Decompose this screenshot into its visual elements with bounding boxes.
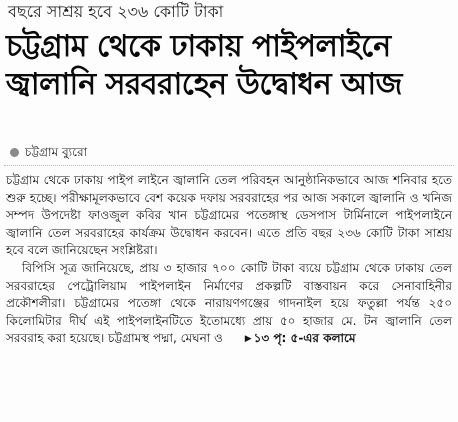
headline-line-2: জ্বালানি সরবরাহেন উদ্বোধন আজ <box>6 67 402 102</box>
article-kicker: বছরে সাশ্রয় হবে ২৩৬ কোটি টাকা <box>8 2 224 21</box>
continuation-reference: ১৩ পৃ: ৫-এর কলামে <box>253 331 356 346</box>
body-paragraph-2 <box>6 260 452 349</box>
body-paragraph-2-text: বিপিসি সূত্র জানিয়েছে, প্রায় ৩ হাজার ৭০০ কোটি টাকা ব্যয়ে চট্টগ্রাম থেকে ঢাকায় তেল সরবরাহের পেট্রোলিয়াম পাইপলাইন নির্মাণের প্রকল্পটি বাস্তবায়ন করে সেনাবাহিনীর প্রকৌশলীরা। চট্টগ্রামের পতেঙ্গা থেকে নারায়ণগঞ্জের গাদনাইল হয়ে ফতুল্লা পর্যন্ত ২৫০ কিলোমিটার দীর্ঘ এই পাইপলাইনটিতে ইতোমধ্যে প্রায় ৫০ হাজার মে. টন জ্বালানি তেল সরবরাহ করা হয়েছে। চট্টগ্রামস্থ পদ্মা, মেঘনা ও <box>6 260 452 346</box>
byline-divider <box>4 165 454 166</box>
bullet-icon <box>10 148 19 157</box>
article-headline <box>6 28 452 104</box>
article-byline <box>10 144 87 160</box>
body-paragraph-1: চট্টগ্রাম থেকে ঢাকায় পাইপ লাইনে জ্বালানি তেল পরিবহন আনুষ্ঠানিকভাবে আজ শনিবার হতে শুরু হচ্ছে। পরীক্ষামূলকভাবে বেশ কয়েক দফায় সরবরাহের পর আজ সকালে জ্বালানি ও খনিজ সম্পদ উপদেষ্টা ফাওজুল কবির খান চট্টগ্রামের পতেঙ্গাস্থ ডেসপাস টার্মিনালে পাইপলাইনে জ্বালানি তেল সরবরাহের কার্যক্রম উদ্বোধন করবেন। এতে প্রতি বছর ২৩৬ কোটি টাকা সাশ্রয় হবে বলে জানিয়েছেন সংশ্লিষ্টরা। <box>6 173 452 258</box>
continuation-arrow-icon: ▶ <box>244 334 252 345</box>
article-body <box>6 172 452 349</box>
byline-text: চট্টগ্রাম ব্যুরো <box>25 145 88 159</box>
headline-line-1: চট্টগ্রাম থেকে ঢাকায় পাইপলাইনে <box>6 29 391 64</box>
